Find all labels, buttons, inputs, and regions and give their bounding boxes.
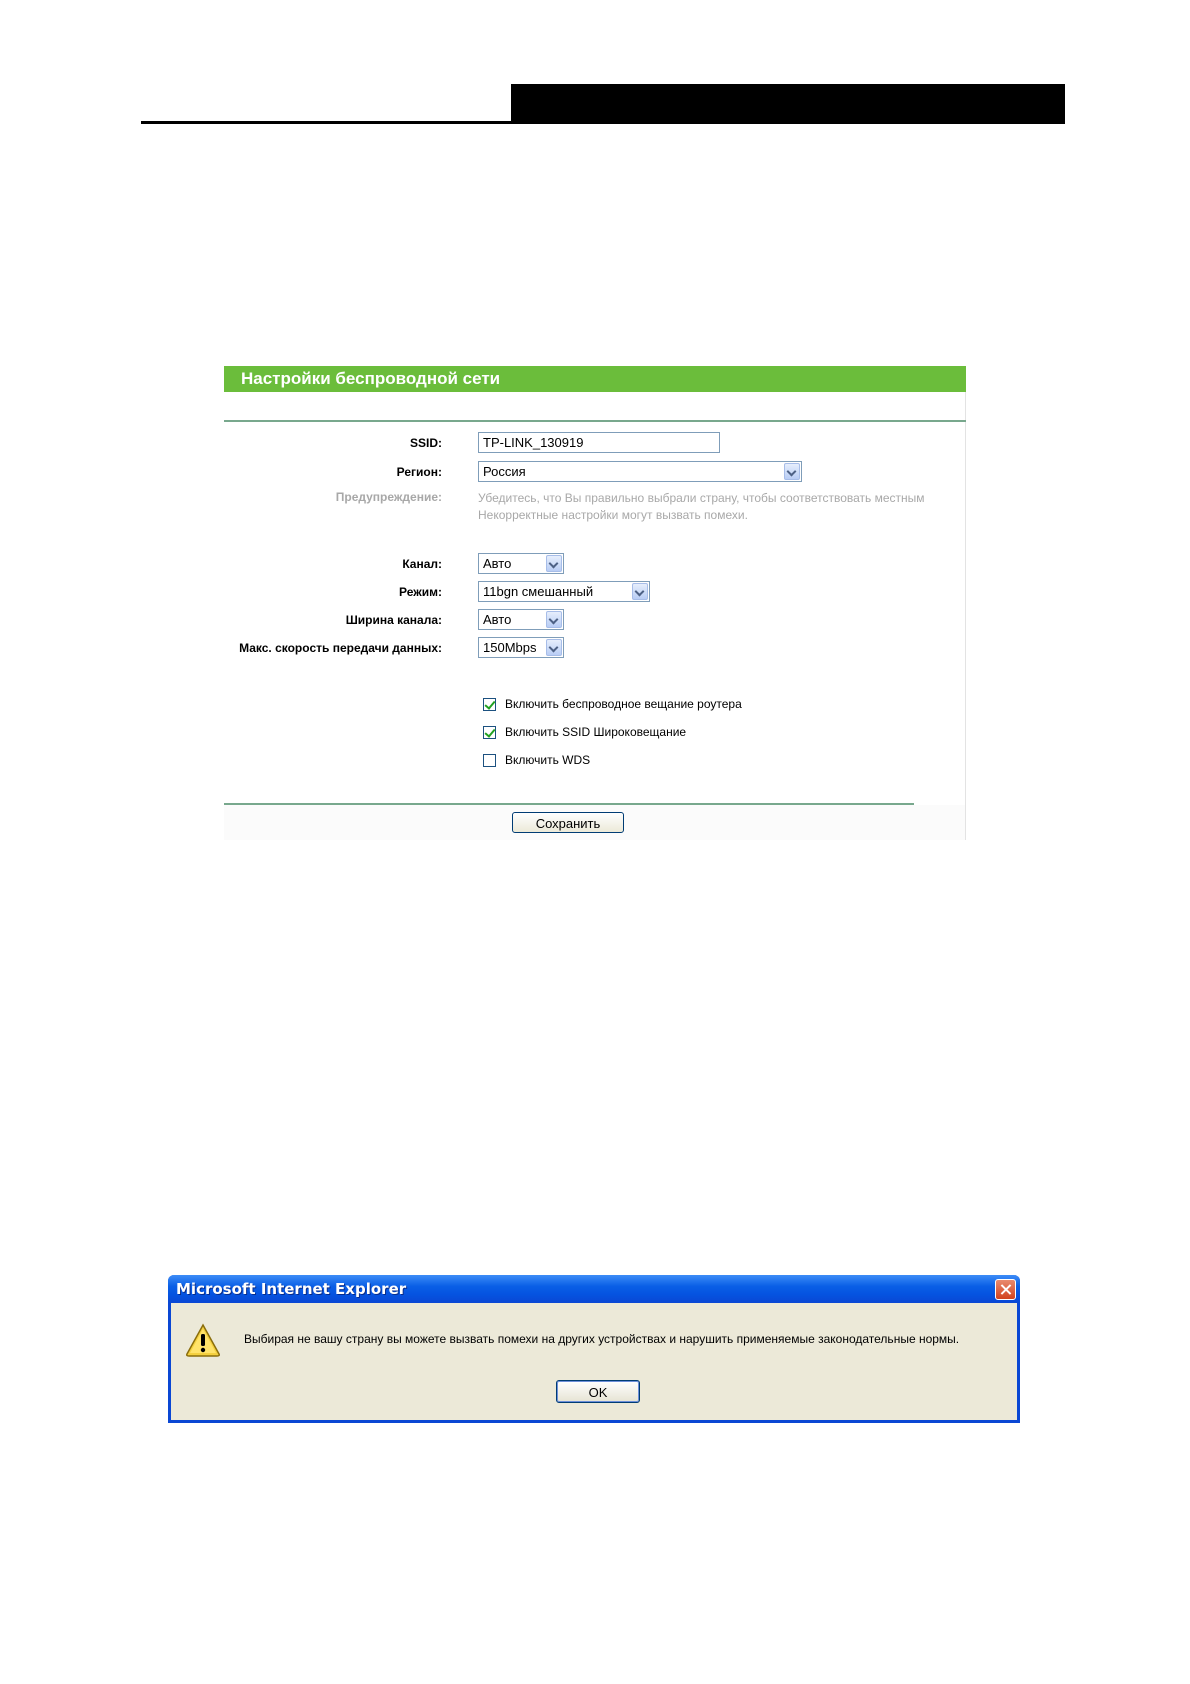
max-rate-label: Макс. скорость передачи данных:: [239, 641, 442, 655]
checkbox-label: Включить SSID Широковещание: [505, 725, 687, 739]
mode-select-value: 11bgn смешанный: [483, 584, 594, 599]
ok-button[interactable]: OK: [556, 1380, 640, 1403]
save-button[interactable]: Сохранить: [512, 812, 624, 833]
dialog-title: Microsoft Internet Explorer: [176, 1280, 407, 1298]
warning-label: Предупреждение:: [335, 490, 442, 504]
ssid-input[interactable]: TP-LINK_130919: [478, 432, 720, 453]
chevron-down-icon[interactable]: [546, 639, 562, 656]
warning-icon: [185, 1323, 221, 1357]
channel-width-select[interactable]: [478, 609, 564, 630]
ssid-label: SSID:: [409, 436, 442, 450]
top-divider: [224, 420, 966, 422]
channel-select[interactable]: [478, 553, 564, 574]
warning-line-1: Убедитесь, что Вы правильно выбрали страну, чтобы соответствовать местным: [478, 491, 925, 505]
channel-select-value: Авто: [483, 556, 512, 571]
warning-line-2: Некорректные настройки могут вызвать помехи.: [478, 508, 748, 522]
panel-title: Настройки беспроводной сети: [224, 366, 966, 392]
document-header-bar: [511, 84, 1065, 124]
wireless-settings-panel: [224, 366, 966, 840]
region-select[interactable]: [478, 461, 802, 482]
close-icon[interactable]: [995, 1279, 1016, 1300]
max-rate-select[interactable]: [478, 637, 564, 658]
ie-alert-dialog: [168, 1275, 1020, 1423]
mode-select[interactable]: [478, 581, 650, 602]
max-rate-select-value: 150Mbps: [483, 640, 537, 655]
warning-text: [478, 490, 925, 524]
channel-width-label: Ширина канала:: [345, 613, 442, 627]
checkbox-unchecked-icon[interactable]: [483, 754, 496, 767]
chevron-down-icon[interactable]: [784, 463, 800, 480]
dialog-title-bar: [168, 1275, 1020, 1303]
chevron-down-icon[interactable]: [546, 555, 562, 572]
checkbox-checked-icon[interactable]: [483, 726, 496, 739]
dialog-message: Выбирая не вашу страну вы можете вызвать помехи на других устройствах и нарушить применяемые законодательные нормы.: [244, 1332, 960, 1346]
chevron-down-icon[interactable]: [546, 611, 562, 628]
chevron-down-icon[interactable]: [632, 583, 648, 600]
checkbox-checked-icon[interactable]: [483, 698, 496, 711]
checkbox-label: Включить беспроводное вещание роутера: [505, 697, 742, 711]
mode-label: Режим:: [399, 585, 442, 599]
checkbox-label: Включить WDS: [505, 753, 591, 767]
channel-label: Канал:: [402, 557, 442, 571]
region-label: Регион:: [396, 465, 442, 479]
channel-width-select-value: Авто: [483, 612, 512, 627]
region-select-value: Россия: [483, 464, 526, 479]
